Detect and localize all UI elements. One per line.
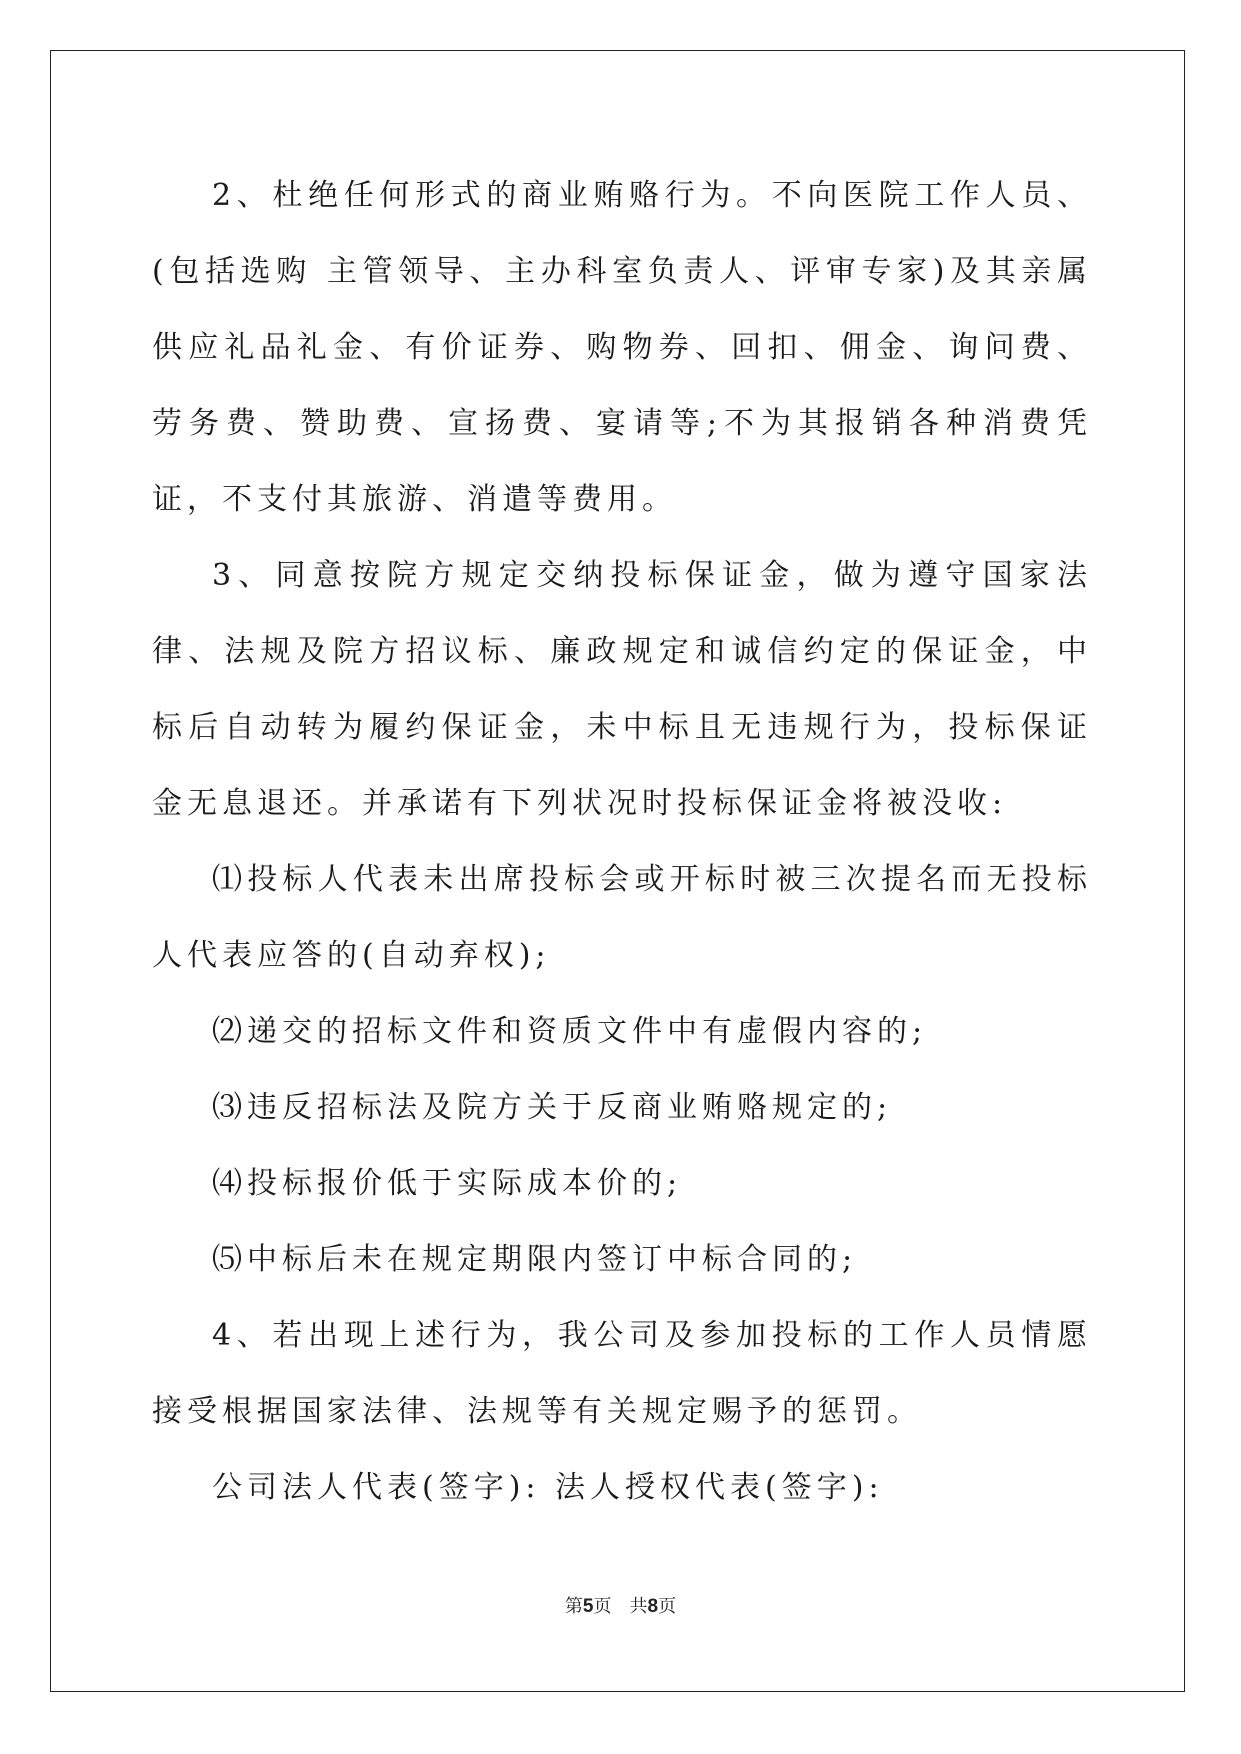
footer-suffix-2: 页 (658, 1596, 677, 1617)
page-footer (0, 1592, 1241, 1618)
sub-item-1: ⑴投标人代表未出席投标会或开标时被三次提名而无投标人代表应答的(自动弃权); (152, 862, 1092, 973)
sub-item-2: ⑵递交的招标文件和资质文件中有虚假内容的; (212, 1014, 928, 1049)
current-page-number: 5 (582, 1596, 594, 1617)
signature-line: 公司法人代表(签字): 法人授权代表(签字): (212, 1470, 884, 1505)
footer-suffix-1: 页 (593, 1596, 612, 1617)
document-body (152, 158, 1092, 1526)
paragraph-item-3: 3、同意按院方规定交纳投标保证金，做为遵守国家法律、法规及院方招议标、廉政规定和诚信约定的保证金，中标后自动转为履约保证金，未中标且无违规行为，投标保证金无息退还。并承诺有下列状况时投标保证金将被没收: (152, 558, 1092, 821)
footer-prefix-2: 共 (629, 1596, 648, 1617)
footer-prefix-1: 第 (564, 1596, 583, 1617)
sub-item-4: ⑷投标报价低于实际成本价的; (212, 1166, 683, 1201)
total-page-number: 8 (647, 1596, 659, 1617)
sub-item-5: ⑸中标后未在规定期限内签订中标合同的; (212, 1242, 858, 1277)
sub-item-3: ⑶违反招标法及院方关于反商业贿赂规定的; (212, 1090, 893, 1125)
paragraph-item-4: 4、若出现上述行为，我公司及参加投标的工作人员情愿接受根据国家法律、法规等有关规定赐予的惩罚。 (152, 1318, 1092, 1429)
paragraph-item-2: 2、杜绝任何形式的商业贿赂行为。不向医院工作人员、(包括选购 主管领导、主办科室负责人、评审专家)及其亲属供应礼品礼金、有价证券、购物券、回扣、佣金、询问费、劳务费、赞助费、宣扬费、宴请等;不为其报销各种消费凭证，不支付其旅游、消遣等费用。 (152, 178, 1092, 517)
